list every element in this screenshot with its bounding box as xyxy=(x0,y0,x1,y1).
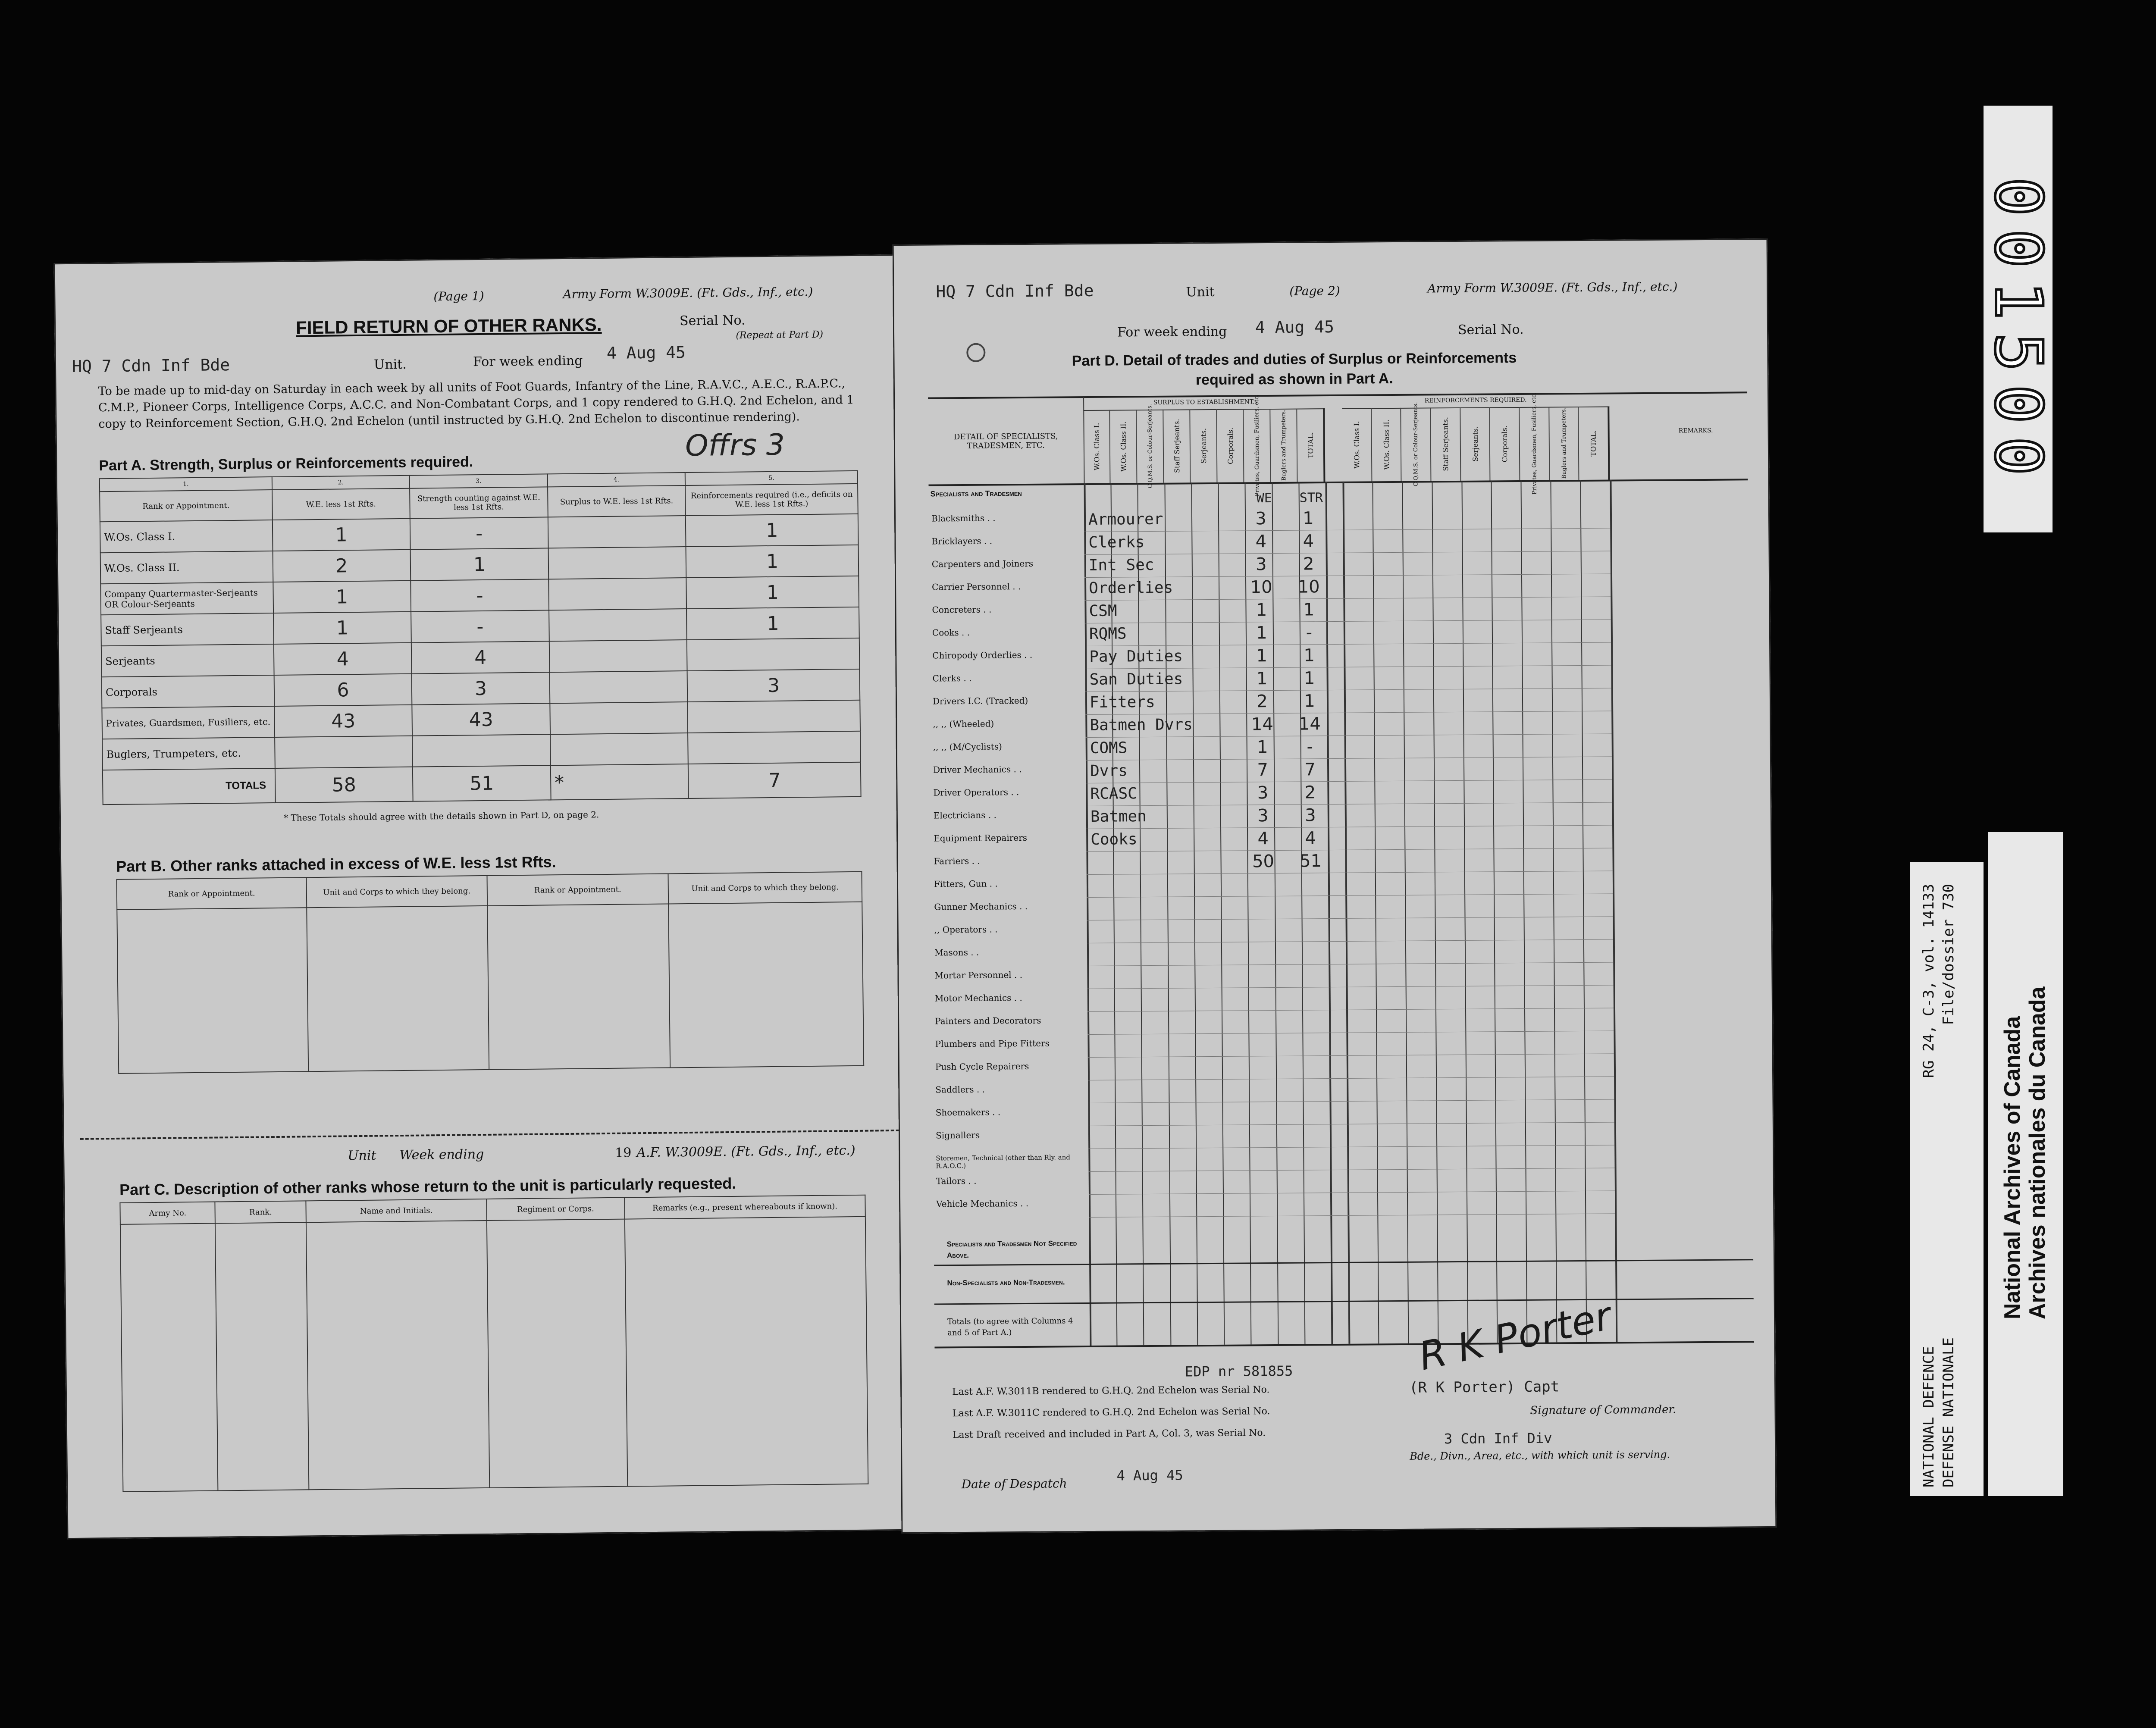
trade-label: Tailors . . xyxy=(936,1175,977,1186)
surplus-cell xyxy=(548,516,686,548)
right-page-label: (Page 2) xyxy=(1289,283,1340,298)
reinf-cell xyxy=(687,638,859,671)
col-number: 4. xyxy=(548,473,686,487)
despatch-value: 4 Aug 45 xyxy=(1116,1467,1183,1484)
partc-week-label: Week ending xyxy=(399,1147,484,1163)
subheader: Buglers and Trumpeters. xyxy=(1560,407,1567,479)
repeat-note: (Repeat at Part D) xyxy=(736,329,824,341)
strength-cell: 4 xyxy=(411,641,549,673)
we-value: 3 xyxy=(1255,509,1266,529)
partc-form: A.F. W.3009E. (Ft. Gds., Inf., etc.) xyxy=(636,1143,856,1161)
we-value: 3 xyxy=(1255,554,1267,575)
header-we: W.E. less 1st Rfts. xyxy=(272,488,410,520)
strength-cell: - xyxy=(411,610,549,642)
duty-value: Clerks xyxy=(1088,533,1145,551)
right-army-form: Army Form W.3009E. (Ft. Gds., Inf., etc.) xyxy=(1427,279,1678,296)
rank-cell: Company Quartermaster-Serjeants OR Colour-Serjeants xyxy=(100,582,273,615)
col-number: 5. xyxy=(685,471,858,485)
typed-reference: EDP nr 581855 xyxy=(1185,1362,1293,1380)
rank-cell: Staff Serjeants xyxy=(101,613,273,646)
trade-label: Electricians . . xyxy=(933,810,997,821)
strength-cell xyxy=(412,734,550,767)
totals-label: TOTALS xyxy=(103,768,276,805)
last-3011c: Last A.F. W.3011C rendered to G.H.Q. 2nd Echelon was Serial No. xyxy=(952,1406,1270,1419)
non-specialists-label: Non-Specialists and Non-Tradesmen. xyxy=(947,1278,1065,1287)
we-cell: 1 xyxy=(273,581,411,613)
duty-value: Pay Duties xyxy=(1089,647,1183,666)
we-cell: 1 xyxy=(273,519,411,551)
handwritten-officers-note: Offrs 3 xyxy=(685,428,785,463)
part-b-table xyxy=(116,871,865,1074)
trade-label: ,, Operators . . xyxy=(934,924,998,935)
we-value: 3 xyxy=(1257,806,1269,826)
strength-cell: 43 xyxy=(412,703,550,736)
we-value: 50 xyxy=(1252,851,1275,872)
despatch-label: Date of Despatch xyxy=(961,1476,1067,1492)
trade-label: Chiropody Orderlies . . xyxy=(932,649,1033,661)
typed-we-header: WE xyxy=(1256,490,1272,506)
str-value: - xyxy=(1306,623,1313,643)
trade-label: Signallers xyxy=(935,1130,980,1141)
trade-label: Driver Operators . . xyxy=(933,787,1019,798)
col-number: 2. xyxy=(272,476,410,490)
surplus-header: SURPLUS TO ESTABLISHMENT. xyxy=(1153,398,1255,406)
we-value: 1 xyxy=(1256,600,1267,620)
duty-value: RQMS xyxy=(1089,625,1127,643)
detail-header: DETAIL OF SPECIALISTS, TRADESMEN, ETC. xyxy=(953,432,1058,451)
rank-cell: W.Os. Class II. xyxy=(100,551,273,584)
reinf-cell: 1 xyxy=(686,607,859,640)
archive-name-fr: Archives nationales du Canada xyxy=(2025,986,2050,1319)
trade-label: Equipment Repairers xyxy=(934,832,1028,844)
trade-label: Carrier Personnel . . xyxy=(932,581,1021,592)
trade-label: Shoemakers . . xyxy=(935,1107,1001,1118)
str-value: 4 xyxy=(1305,828,1316,848)
trade-label: ,, ,, (M/Cyclists) xyxy=(933,741,1002,752)
reinf-cell: 1 xyxy=(686,576,859,609)
subheader: W.Os. Class II. xyxy=(1119,421,1128,472)
subheader: W.Os. Class I. xyxy=(1092,423,1101,470)
subheader: Serjeants. xyxy=(1199,428,1208,464)
str-value: 3 xyxy=(1304,805,1316,826)
totals-row xyxy=(103,762,861,805)
subheader: C.Q.M.S. or Colour-Serjeants. xyxy=(1146,404,1154,488)
ref-line1: RG 24, C-3, vol. 14133 xyxy=(1920,884,1937,1078)
left-page-label: (Page 1) xyxy=(433,288,484,304)
str-value: 51 xyxy=(1299,851,1322,871)
reinf-header: REINFORCEMENTS REQUIRED. xyxy=(1424,396,1527,404)
trade-label: Concreters . . xyxy=(932,604,992,615)
partc-header: Army No. xyxy=(120,1202,215,1224)
col-number: 1. xyxy=(100,477,272,491)
strength-cell: - xyxy=(411,579,548,611)
col-number: 3. xyxy=(410,474,548,488)
duty-value: COMS xyxy=(1090,739,1128,757)
surplus-cell xyxy=(550,733,688,765)
surplus-cell xyxy=(548,578,686,610)
subheader: W.Os. Class II. xyxy=(1382,419,1391,470)
right-week-value: 4 Aug 45 xyxy=(1255,317,1335,337)
partb-header: Rank or Appointment. xyxy=(487,874,669,906)
subheader: Staff Serjeants. xyxy=(1172,419,1181,473)
total-strength: 51 xyxy=(413,765,551,801)
frame-number-strip xyxy=(1981,106,2056,532)
we-value: 2 xyxy=(1257,692,1268,712)
punch-hole xyxy=(966,343,985,362)
subheader: TOTAL. xyxy=(1306,432,1315,458)
strength-cell: - xyxy=(410,517,548,549)
reinf-cell: 3 xyxy=(687,669,860,702)
we-value: 3 xyxy=(1257,783,1269,803)
part-c-table xyxy=(119,1195,868,1492)
archive-ref-line2 xyxy=(1939,884,1959,1487)
subheader: Buglers and Trumpeters. xyxy=(1280,410,1287,481)
str-value: 2 xyxy=(1304,783,1316,803)
we-cell xyxy=(275,736,413,768)
reinf-cell xyxy=(688,700,860,733)
trade-label: Painters and Decorators xyxy=(935,1015,1041,1027)
trade-label: Plumbers and Pipe Fitters xyxy=(935,1038,1050,1049)
str-value: 2 xyxy=(1303,554,1314,574)
partb-header: Unit and Corps to which they belong. xyxy=(306,876,487,908)
duty-value: Orderlies xyxy=(1089,579,1173,597)
archive-ref-line1 xyxy=(1919,884,1939,1487)
we-cell: 1 xyxy=(273,612,411,644)
rank-cell: Corporals xyxy=(102,675,274,708)
strength-cell: 3 xyxy=(412,672,550,704)
trade-label: Vehicle Mechanics . . xyxy=(936,1198,1029,1209)
trade-label: Push Cycle Repairers xyxy=(935,1061,1029,1072)
unit-value: HQ 7 Cdn Inf Bde xyxy=(72,355,230,376)
trade-label: Carpenters and Joiners xyxy=(931,558,1034,570)
week-value: 4 Aug 45 xyxy=(606,343,686,363)
header-strength: Strength counting against W.E. less 1st Rfts. xyxy=(410,487,548,518)
archive-ref-block xyxy=(1919,884,1959,1487)
right-unit-value: HQ 7 Cdn Inf Bde xyxy=(936,281,1094,301)
commander-name: (R K Porter) Capt xyxy=(1409,1378,1560,1396)
right-week-label: For week ending xyxy=(1117,324,1227,340)
we-value: 7 xyxy=(1257,760,1268,780)
ref-line2: File/dossier 730 xyxy=(1940,884,1957,1025)
surplus-cell xyxy=(550,702,688,734)
part-d-grid xyxy=(928,392,1755,1459)
trade-label: Bricklayers . . xyxy=(931,535,993,547)
part-c-title: Part C. Description of other ranks whose return to the unit is particularly requested. xyxy=(119,1174,736,1199)
week-label: For week ending xyxy=(473,353,583,370)
rank-cell: W.Os. Class I. xyxy=(100,520,273,553)
duty-value: Int Sec xyxy=(1088,556,1154,574)
total-we: 58 xyxy=(275,767,413,803)
commander-signature: R K Porter xyxy=(1415,1293,1616,1380)
duty-value: Armourer xyxy=(1088,510,1163,529)
unit-label: Unit. xyxy=(373,357,407,373)
we-value: 1 xyxy=(1256,669,1268,689)
trade-label: Drivers I.C. (Tracked) xyxy=(932,695,1028,707)
signature-label: Signature of Commander. xyxy=(1530,1403,1677,1417)
rank-cell: Privates, Guardsmen, Fusiliers, etc. xyxy=(102,706,274,739)
right-unit-label: Unit xyxy=(1186,284,1215,300)
totals-note: * These Totals should agree with the details shown in Part D, on page 2. xyxy=(283,809,599,823)
trade-label: Clerks . . xyxy=(932,673,972,684)
last-3011b: Last A.F. W.3011B rendered to G.H.Q. 2nd Echelon was Serial No. xyxy=(952,1384,1270,1398)
str-value: 10 xyxy=(1297,577,1320,597)
subheader: Privates, Guardsmen, Fusiliers, etc. xyxy=(1530,392,1538,495)
we-cell: 2 xyxy=(273,550,411,582)
trade-label: ,, ,, (Wheeled) xyxy=(933,718,994,729)
not-specified-label: Specialists and Tradesmen Not Specified Above. xyxy=(946,1239,1077,1260)
header-reinforcements: Reinforcements required (i.e., deficits on W.E. less 1st Rfts.) xyxy=(685,484,858,516)
frame-number: 001500 xyxy=(1981,177,2056,488)
subheader: C.Q.M.S. or Colour-Serjeants. xyxy=(1412,402,1420,487)
str-value: 1 xyxy=(1304,691,1315,711)
str-value: - xyxy=(1307,737,1313,757)
partc-header: Name and Initials. xyxy=(306,1199,486,1222)
total-reinf: 7 xyxy=(688,762,861,798)
we-value: 10 xyxy=(1250,577,1272,598)
we-value: 1 xyxy=(1256,623,1267,643)
subheader: TOTAL. xyxy=(1589,430,1598,457)
archive-name-en: National Archives of Canada xyxy=(2000,1016,2025,1319)
partc-header: Regiment or Corps. xyxy=(486,1198,624,1221)
right-serial-label: Serial No. xyxy=(1457,322,1524,338)
trade-label: Gunner Mechanics . . xyxy=(934,901,1028,912)
surplus-cell xyxy=(549,609,687,641)
partb-header: Rank or Appointment. xyxy=(117,877,307,910)
duty-value: San Duties xyxy=(1089,670,1183,689)
last-draft: Last Draft received and included in Part A, Col. 3, was Serial No. xyxy=(952,1427,1266,1441)
trade-label: Storemen, Technical (other than Rly. and R.A.O.C.) xyxy=(936,1153,1071,1170)
part-b-title: Part B. Other ranks attached in excess of W.E. less 1st Rfts. xyxy=(116,853,556,875)
instructions: To be made up to mid-day on Saturday in each week by all units of Foot Guards, Infantry of the Line, R.A.V.C., A.E.C., R.A.P.C., C.M.P., Pioneer Corps, Intelligence Corps, A.C.C. and Non-Combatant Corps, and 1 copy rendered to G.H.Q. 2nd Echelon, and 1 copy to Reinforcement Section, G.H.Q. 2nd Echelon (until instructed by G.H.Q. 2nd Echelon to discontinue rendering). xyxy=(98,377,854,431)
trade-label: Motor Mechanics . . xyxy=(934,992,1022,1004)
reinf-cell: 1 xyxy=(686,514,858,547)
reinf-cell: 1 xyxy=(686,545,859,578)
left-army-form: Army Form W.3009E. (Ft. Gds., Inf., etc.) xyxy=(563,284,813,301)
str-value: 1 xyxy=(1304,645,1315,666)
trade-label: Blacksmiths . . xyxy=(931,513,996,524)
trade-label: Mortar Personnel . . xyxy=(934,970,1023,981)
str-value: 1 xyxy=(1303,508,1314,529)
we-cell: 6 xyxy=(274,674,412,706)
str-value: 1 xyxy=(1303,600,1315,620)
formation-value: 3 Cdn Inf Div xyxy=(1444,1430,1552,1447)
header-surplus: Surplus to W.E. less 1st Rfts. xyxy=(548,485,686,517)
trade-label: Saddlers . . xyxy=(935,1084,985,1095)
str-value: 4 xyxy=(1303,531,1314,551)
we-value: 4 xyxy=(1257,829,1269,849)
we-cell: 43 xyxy=(274,705,412,737)
subheader: Corporals. xyxy=(1500,425,1509,462)
cut-line xyxy=(80,1130,899,1140)
rank-cell: Buglers, Trumpeters, etc. xyxy=(102,737,275,770)
subheader: Serjeants. xyxy=(1471,426,1479,462)
form-title: FIELD RETURN OF OTHER RANKS. xyxy=(295,314,602,338)
trade-label: Farriers . . xyxy=(934,855,980,867)
subheader: Staff Serjeants. xyxy=(1441,417,1450,471)
we-value: 1 xyxy=(1257,737,1268,758)
trade-label: Masons . . xyxy=(934,947,979,958)
totals-label-right: Totals (to agree with Columns 4 and 5 of Part A.) xyxy=(947,1316,1073,1338)
we-value: 14 xyxy=(1251,714,1273,735)
duty-value: Cooks xyxy=(1091,830,1138,848)
archive-name-block xyxy=(2000,845,2050,1319)
partc-19: 19 xyxy=(615,1145,632,1161)
left-page xyxy=(54,254,912,1539)
trade-label: Cooks . . xyxy=(932,627,970,638)
typed-str-header: STR xyxy=(1299,490,1323,506)
reinf-cell xyxy=(688,731,860,764)
trade-label: Fitters, Gun . . xyxy=(934,878,998,889)
subheader: W.Os. Class I. xyxy=(1352,421,1361,469)
total-surplus: * xyxy=(551,764,689,800)
part-a-title: Part A. Strength, Surplus or Reinforcements required. xyxy=(99,454,473,474)
surplus-cell xyxy=(548,547,686,579)
surplus-cell xyxy=(549,640,687,672)
part-d-title: Part D. Detail of trades and duties of Surplus or Reinforcements required as shown in Part A. xyxy=(1072,350,1517,388)
str-value: 14 xyxy=(1298,714,1321,734)
duty-value: Batmen Dvrs xyxy=(1090,716,1193,734)
trade-label: Driver Mechanics . . xyxy=(933,764,1022,775)
strength-cell: 1 xyxy=(411,548,548,580)
dept-fr: DEFENSE NATIONALE xyxy=(1940,1337,1957,1487)
duty-value: RCASC xyxy=(1090,785,1138,803)
header-rank: Rank or Appointment. xyxy=(100,490,272,522)
left-serial-label: Serial No. xyxy=(679,313,746,329)
formation-label: Bde., Divn., Area, etc., with which unit is serving. xyxy=(1410,1448,1670,1462)
we-value: 4 xyxy=(1255,532,1267,552)
subheader: Privates, Guardsmen, Fusiliers, etc. xyxy=(1253,394,1261,497)
part-a-table xyxy=(99,470,862,805)
remarks-header: REMARKS. xyxy=(1678,427,1713,435)
duty-value: Dvrs xyxy=(1090,762,1128,780)
subheader: Corporals. xyxy=(1226,427,1235,464)
specialists-header: Specialists and Tradesmen xyxy=(930,489,1022,498)
surplus-cell xyxy=(549,671,687,703)
partc-unit-label: Unit xyxy=(348,1148,376,1164)
archive-name-strip xyxy=(1988,832,2063,1496)
partb-header: Unit and Corps to which they belong. xyxy=(668,872,862,904)
archive-reference-strip xyxy=(1910,862,1984,1496)
we-value: 1 xyxy=(1256,646,1268,666)
detail-header-cell xyxy=(928,397,1084,485)
str-value: 7 xyxy=(1304,760,1316,780)
partc-header: Rank. xyxy=(215,1201,306,1223)
we-cell: 4 xyxy=(274,643,412,675)
rank-cell: Serjeants xyxy=(101,644,274,677)
right-page xyxy=(893,238,1777,1534)
duty-value: Batmen xyxy=(1090,808,1147,826)
dept-en: NATIONAL DEFENCE xyxy=(1920,1346,1937,1487)
duty-value: CSM xyxy=(1089,602,1117,620)
duty-value: Fitters xyxy=(1089,693,1155,711)
str-value: 1 xyxy=(1304,668,1315,689)
partc-header: Remarks (e.g., present whereabouts if known). xyxy=(624,1195,865,1219)
